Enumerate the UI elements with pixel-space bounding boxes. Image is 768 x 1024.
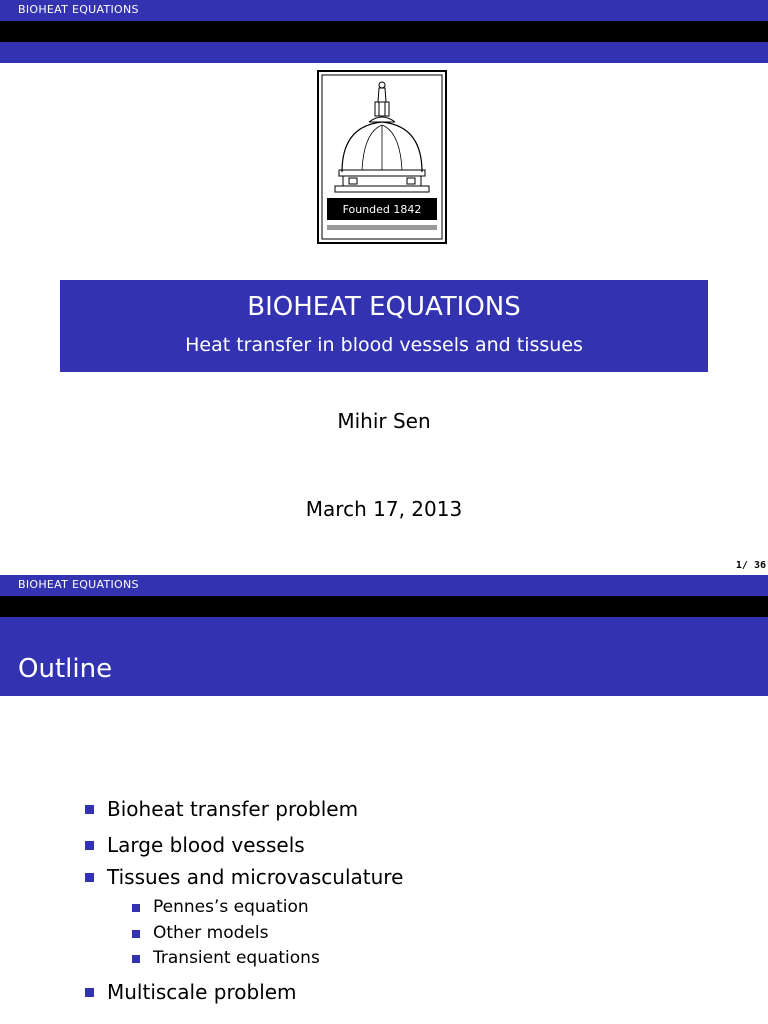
square-bullet-icon	[132, 930, 140, 938]
sub-list-item-label: Pennes’s equation	[153, 897, 309, 917]
list-item-label: Tissues and microvasculature	[107, 865, 404, 889]
header-title: BIOHEAT EQUATIONS	[18, 578, 139, 591]
header-black-bar	[0, 596, 768, 617]
outline-slide	[0, 575, 768, 1024]
presentation-title: BIOHEAT EQUATIONS	[247, 292, 521, 322]
square-bullet-icon	[132, 904, 140, 912]
sub-list-item	[153, 946, 320, 970]
square-bullet-icon	[85, 873, 94, 882]
square-bullet-icon	[85, 988, 94, 997]
sub-list-item-label: Other models	[153, 923, 269, 943]
square-bullet-icon	[85, 841, 94, 850]
presentation-subtitle: Heat transfer in blood vessels and tissues	[185, 334, 583, 356]
header-black-bar	[0, 21, 768, 42]
frame-title: Outline	[18, 654, 113, 684]
list-item	[107, 795, 358, 823]
university-logo	[317, 70, 447, 244]
list-item	[107, 978, 297, 1006]
sub-list-item-label: Transient equations	[153, 948, 320, 968]
header-bar	[0, 0, 768, 21]
list-item-label: Multiscale problem	[107, 980, 297, 1004]
logo-banner-text: Founded 1842	[342, 203, 422, 216]
list-item-label: Large blood vessels	[107, 833, 305, 857]
header-title: BIOHEAT EQUATIONS	[18, 3, 139, 16]
page-number: 1/ 36	[735, 560, 766, 571]
author-name: Mihir Sen	[337, 409, 431, 433]
list-item	[107, 831, 305, 859]
presentation-date: March 17, 2013	[305, 497, 463, 521]
list-item	[107, 863, 403, 891]
sub-list-item	[153, 895, 309, 919]
square-bullet-icon	[132, 955, 140, 963]
header-blue-bar	[0, 42, 768, 63]
square-bullet-icon	[85, 805, 94, 814]
header-bar	[0, 575, 768, 596]
frame-title-bar	[0, 617, 768, 696]
title-box	[60, 280, 708, 372]
sub-list-item	[153, 921, 268, 945]
list-item-label: Bioheat transfer problem	[107, 797, 359, 821]
